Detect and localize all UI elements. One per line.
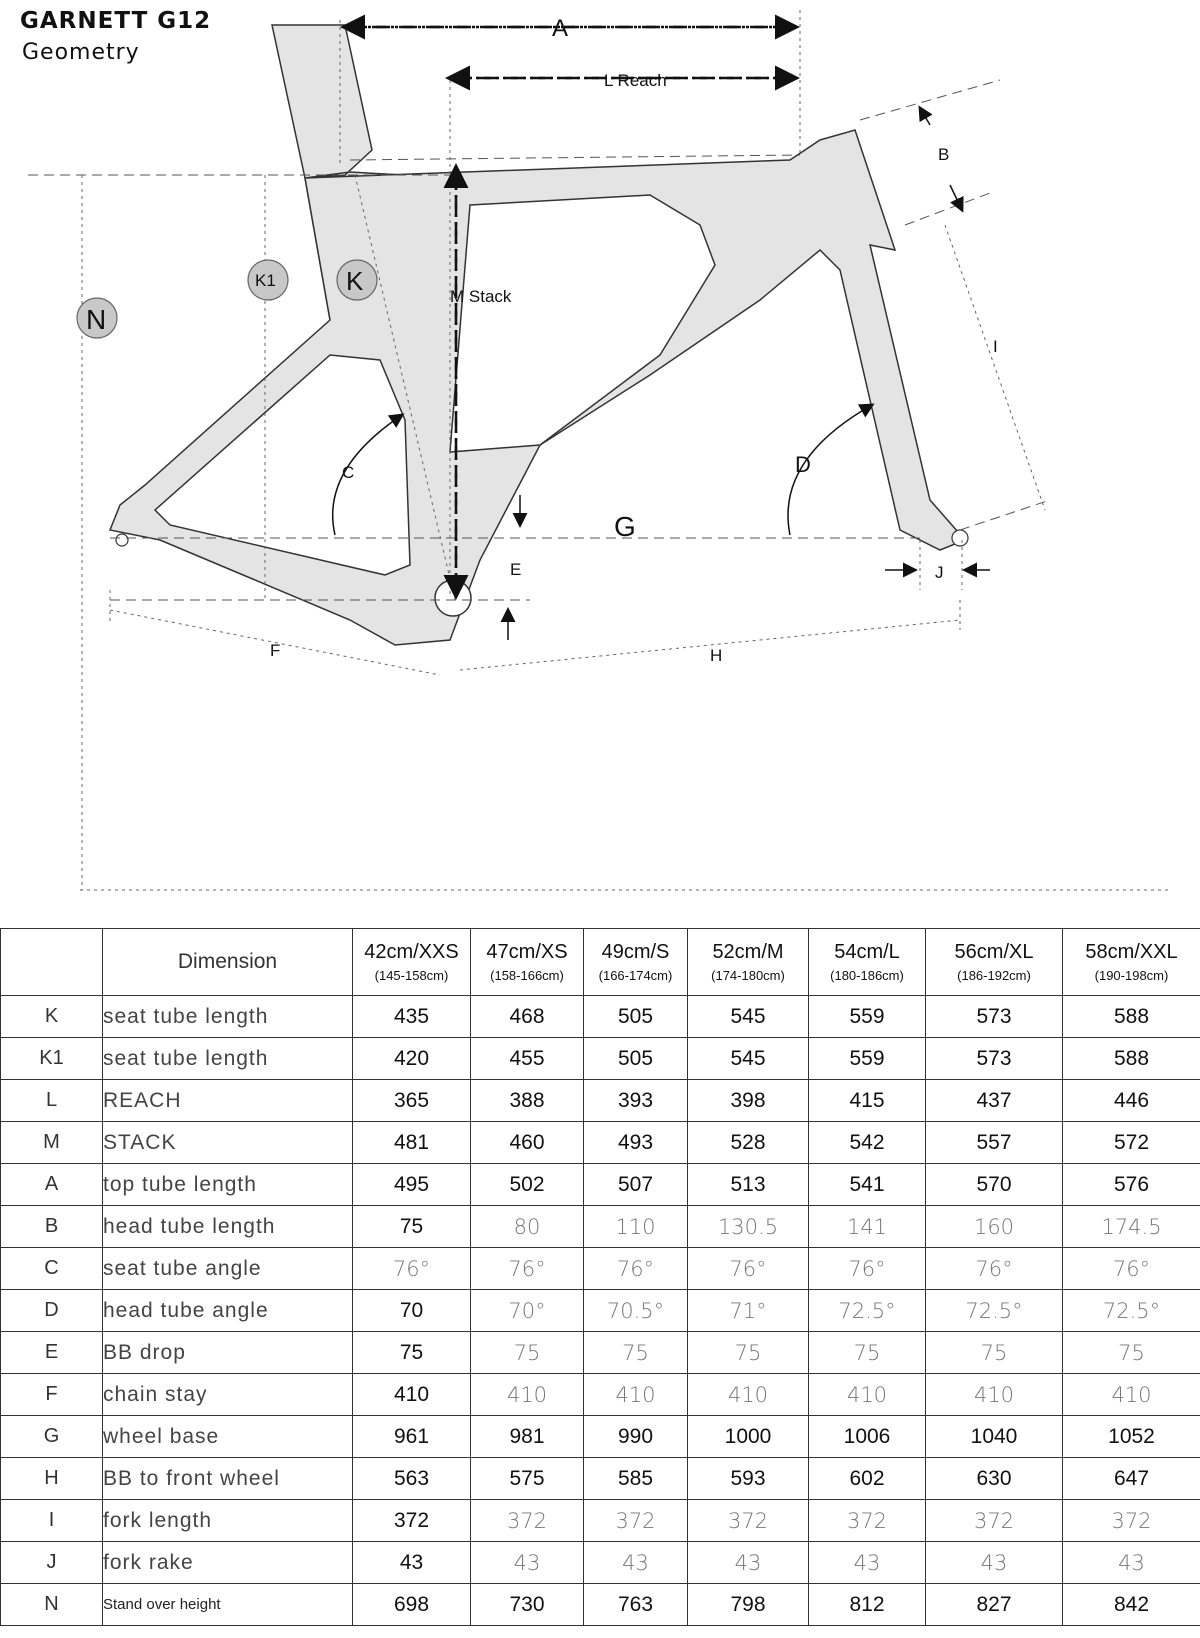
value-cell: 1040 <box>926 1416 1063 1458</box>
row-dimension-name: top tube length <box>103 1164 353 1206</box>
value-cell: 730 <box>471 1584 584 1626</box>
value-cell: 141 <box>809 1206 926 1248</box>
rear-dropout <box>116 534 128 546</box>
row-dimension-name: seat tube angle <box>103 1248 353 1290</box>
row-dimension-name: fork rake <box>103 1542 353 1584</box>
value-cell: 505 <box>584 1038 688 1080</box>
label-j: J <box>935 563 944 582</box>
value-cell: 545 <box>688 996 809 1038</box>
dimension-header: Dimension <box>103 929 353 996</box>
value-cell: 528 <box>688 1122 809 1164</box>
value-cell: 557 <box>926 1122 1063 1164</box>
value-cell: 72.5° <box>926 1290 1063 1332</box>
row-code: A <box>1 1164 103 1206</box>
row-dimension-name: REACH <box>103 1080 353 1122</box>
value-cell: 71° <box>688 1290 809 1332</box>
value-cell: 563 <box>353 1458 471 1500</box>
value-cell: 75 <box>584 1332 688 1374</box>
label-k: K <box>346 266 364 296</box>
size-header <box>926 929 1063 996</box>
row-code: H <box>1 1458 103 1500</box>
value-cell: 585 <box>584 1458 688 1500</box>
table-row <box>1 1038 1200 1080</box>
size-header <box>353 929 471 996</box>
value-cell: 75 <box>353 1332 471 1374</box>
value-cell: 961 <box>353 1416 471 1458</box>
value-cell: 588 <box>1063 1038 1200 1080</box>
value-cell: 576 <box>1063 1164 1200 1206</box>
value-cell: 593 <box>688 1458 809 1500</box>
value-cell: 372 <box>688 1500 809 1542</box>
label-c: C <box>342 463 355 482</box>
value-cell: 410 <box>584 1374 688 1416</box>
value-cell: 160 <box>926 1206 1063 1248</box>
size-header <box>584 929 688 996</box>
value-cell: 75 <box>926 1332 1063 1374</box>
value-cell: 798 <box>688 1584 809 1626</box>
value-cell: 559 <box>809 1038 926 1080</box>
size-range: (145-158cm) <box>374 968 449 983</box>
value-cell: 542 <box>809 1122 926 1164</box>
row-dimension-name: Stand over height <box>103 1584 353 1626</box>
row-code: K1 <box>1 1038 103 1080</box>
table-header-row <box>1 929 1200 996</box>
size-header <box>809 929 926 996</box>
value-cell: 505 <box>584 996 688 1038</box>
row-dimension-name: BB drop <box>103 1332 353 1374</box>
value-cell: 1052 <box>1063 1416 1200 1458</box>
size-range: (166-174cm) <box>598 968 673 983</box>
value-cell: 76° <box>353 1248 471 1290</box>
value-cell: 372 <box>926 1500 1063 1542</box>
value-cell: 559 <box>809 996 926 1038</box>
size-name: 56cm/XL <box>954 941 1034 963</box>
value-cell: 43 <box>926 1542 1063 1584</box>
value-cell: 588 <box>1063 996 1200 1038</box>
value-cell: 76° <box>926 1248 1063 1290</box>
value-cell: 420 <box>353 1038 471 1080</box>
table-row <box>1 1332 1200 1374</box>
value-cell: 76° <box>584 1248 688 1290</box>
label-d: D <box>795 452 811 477</box>
size-name: 47cm/XS <box>486 941 568 963</box>
table-row <box>1 1122 1200 1164</box>
row-code: D <box>1 1290 103 1332</box>
row-dimension-name: seat tube length <box>103 996 353 1038</box>
value-cell: 446 <box>1063 1080 1200 1122</box>
table-row <box>1 1500 1200 1542</box>
value-cell: 43 <box>1063 1542 1200 1584</box>
value-cell: 460 <box>471 1122 584 1164</box>
front-dropout <box>952 530 968 546</box>
header-code-cell <box>1 929 103 996</box>
value-cell: 495 <box>353 1164 471 1206</box>
table-body <box>1 996 1200 1626</box>
geometry-table <box>0 928 1200 1626</box>
value-cell: 174.5 <box>1063 1206 1200 1248</box>
label-l-reach: L Reach <box>604 71 667 90</box>
value-cell: 372 <box>584 1500 688 1542</box>
value-cell: 410 <box>809 1374 926 1416</box>
value-cell: 75 <box>353 1206 471 1248</box>
value-cell: 410 <box>926 1374 1063 1416</box>
value-cell: 602 <box>809 1458 926 1500</box>
value-cell: 570 <box>926 1164 1063 1206</box>
table-row <box>1 1206 1200 1248</box>
frame-window-front <box>450 195 715 452</box>
value-cell: 572 <box>1063 1122 1200 1164</box>
row-dimension-name: head tube length <box>103 1206 353 1248</box>
size-range: (158-166cm) <box>490 968 564 983</box>
size-header <box>1063 929 1200 996</box>
value-cell: 372 <box>809 1500 926 1542</box>
row-code: B <box>1 1206 103 1248</box>
row-code: N <box>1 1584 103 1626</box>
value-cell: 410 <box>1063 1374 1200 1416</box>
row-code: K <box>1 996 103 1038</box>
value-cell: 76° <box>809 1248 926 1290</box>
value-cell: 435 <box>353 996 471 1038</box>
bottom-bracket <box>435 580 471 616</box>
value-cell: 415 <box>809 1080 926 1122</box>
label-h: H <box>710 646 723 665</box>
row-dimension-name: BB to front wheel <box>103 1458 353 1500</box>
page-title: GARNETT G12 <box>20 8 212 34</box>
table-row <box>1 1374 1200 1416</box>
table-row <box>1 1080 1200 1122</box>
table-row <box>1 1542 1200 1584</box>
value-cell: 365 <box>353 1080 471 1122</box>
value-cell: 110 <box>584 1206 688 1248</box>
value-cell: 630 <box>926 1458 1063 1500</box>
size-name: 49cm/S <box>601 941 670 963</box>
value-cell: 76° <box>1063 1248 1200 1290</box>
row-code: L <box>1 1080 103 1122</box>
value-cell: 513 <box>688 1164 809 1206</box>
table-row <box>1 1164 1200 1206</box>
value-cell: 647 <box>1063 1458 1200 1500</box>
value-cell: 1000 <box>688 1416 809 1458</box>
row-code: M <box>1 1122 103 1164</box>
value-cell: 43 <box>471 1542 584 1584</box>
value-cell: 842 <box>1063 1584 1200 1626</box>
row-dimension-name: chain stay <box>103 1374 353 1416</box>
size-header <box>688 929 809 996</box>
size-range: (174-180cm) <box>711 968 785 983</box>
value-cell: 398 <box>688 1080 809 1122</box>
value-cell: 410 <box>353 1374 471 1416</box>
size-name: 54cm/L <box>834 941 900 963</box>
value-cell: 437 <box>926 1080 1063 1122</box>
value-cell: 130.5 <box>688 1206 809 1248</box>
label-b: B <box>938 145 950 164</box>
value-cell: 410 <box>471 1374 584 1416</box>
size-range: (190-198cm) <box>1094 968 1169 983</box>
label-e: E <box>510 560 522 579</box>
label-n: N <box>86 304 107 335</box>
table-row <box>1 1248 1200 1290</box>
value-cell: 80 <box>471 1206 584 1248</box>
label-a: A <box>552 15 569 42</box>
value-cell: 990 <box>584 1416 688 1458</box>
value-cell: 575 <box>471 1458 584 1500</box>
value-cell: 372 <box>471 1500 584 1542</box>
value-cell: 76° <box>471 1248 584 1290</box>
label-m-stack: M Stack <box>450 287 512 306</box>
label-g: G <box>614 511 636 542</box>
value-cell: 493 <box>584 1122 688 1164</box>
value-cell: 827 <box>926 1584 1063 1626</box>
value-cell: 410 <box>688 1374 809 1416</box>
value-cell: 812 <box>809 1584 926 1626</box>
value-cell: 541 <box>809 1164 926 1206</box>
size-name: 52cm/M <box>712 941 784 963</box>
value-cell: 43 <box>688 1542 809 1584</box>
row-dimension-name: STACK <box>103 1122 353 1164</box>
table-row <box>1 1584 1200 1626</box>
row-code: F <box>1 1374 103 1416</box>
label-i: I <box>993 337 998 356</box>
table-row <box>1 1416 1200 1458</box>
value-cell: 75 <box>688 1332 809 1374</box>
table-row <box>1 1458 1200 1500</box>
row-dimension-name: fork length <box>103 1500 353 1542</box>
value-cell: 388 <box>471 1080 584 1122</box>
size-header <box>471 929 584 996</box>
value-cell: 43 <box>809 1542 926 1584</box>
value-cell: 698 <box>353 1584 471 1626</box>
value-cell: 70.5° <box>584 1290 688 1332</box>
value-cell: 393 <box>584 1080 688 1122</box>
value-cell: 72.5° <box>809 1290 926 1332</box>
row-code: E <box>1 1332 103 1374</box>
value-cell: 372 <box>1063 1500 1200 1542</box>
row-dimension-name: wheel base <box>103 1416 353 1458</box>
size-range: (180-186cm) <box>830 968 904 983</box>
value-cell: 573 <box>926 1038 1063 1080</box>
value-cell: 70 <box>353 1290 471 1332</box>
value-cell: 468 <box>471 996 584 1038</box>
size-name: 58cm/XXL <box>1085 941 1178 963</box>
value-cell: 75 <box>471 1332 584 1374</box>
page-subtitle: Geometry <box>22 40 140 65</box>
label-k1: K1 <box>255 271 276 290</box>
value-cell: 75 <box>1063 1332 1200 1374</box>
row-dimension-name: seat tube length <box>103 1038 353 1080</box>
row-dimension-name: head tube angle <box>103 1290 353 1332</box>
value-cell: 981 <box>471 1416 584 1458</box>
row-code: J <box>1 1542 103 1584</box>
value-cell: 545 <box>688 1038 809 1080</box>
value-cell: 507 <box>584 1164 688 1206</box>
value-cell: 372 <box>353 1500 471 1542</box>
value-cell: 763 <box>584 1584 688 1626</box>
value-cell: 70° <box>471 1290 584 1332</box>
table-row <box>1 1290 1200 1332</box>
value-cell: 43 <box>584 1542 688 1584</box>
value-cell: 502 <box>471 1164 584 1206</box>
size-name: 42cm/XXS <box>364 941 459 963</box>
value-cell: 455 <box>471 1038 584 1080</box>
value-cell: 1006 <box>809 1416 926 1458</box>
table-row <box>1 996 1200 1038</box>
row-code: G <box>1 1416 103 1458</box>
label-f: F <box>270 641 281 660</box>
value-cell: 75 <box>809 1332 926 1374</box>
value-cell: 481 <box>353 1122 471 1164</box>
value-cell: 72.5° <box>1063 1290 1200 1332</box>
value-cell: 43 <box>353 1542 471 1584</box>
value-cell: 76° <box>688 1248 809 1290</box>
value-cell: 573 <box>926 996 1063 1038</box>
row-code: C <box>1 1248 103 1290</box>
size-range: (186-192cm) <box>957 968 1031 983</box>
row-code: I <box>1 1500 103 1542</box>
